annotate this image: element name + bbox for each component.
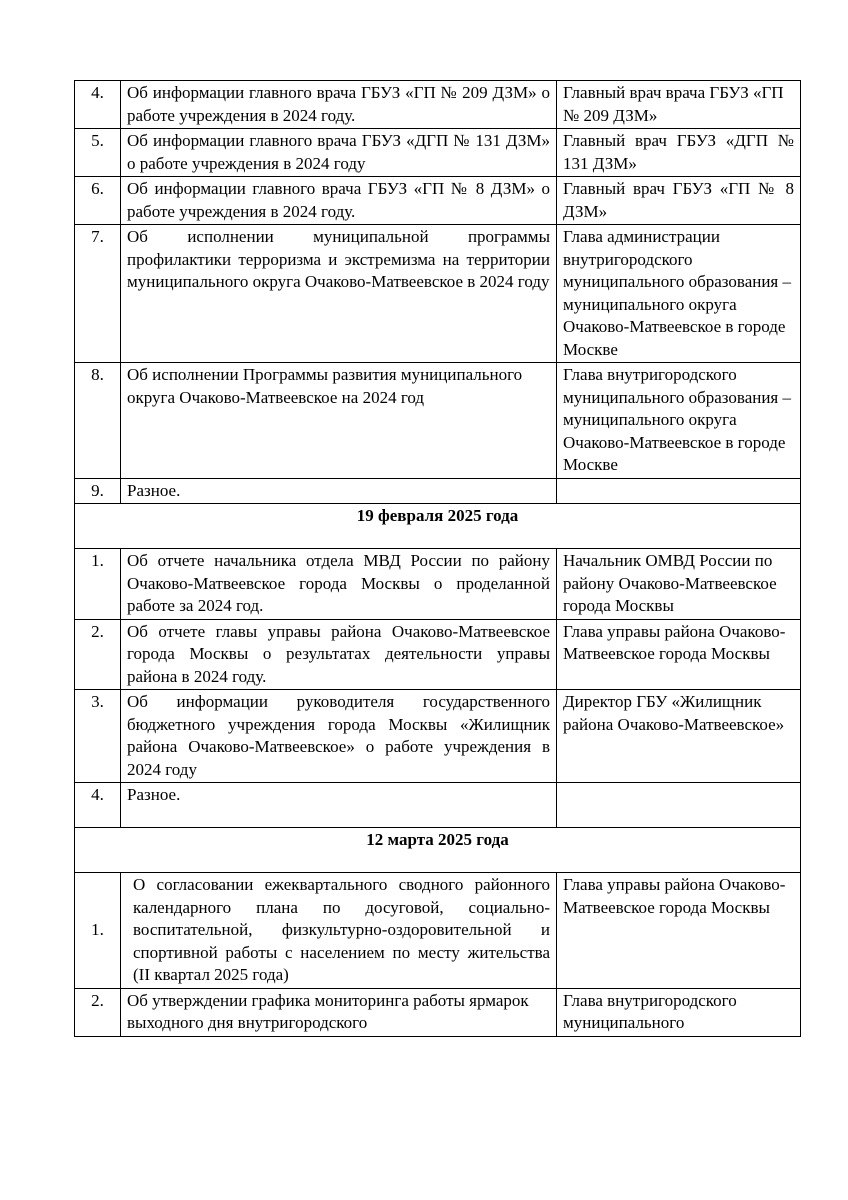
row-number: 4. [75, 783, 121, 828]
table-row [75, 129, 801, 177]
table-row [75, 363, 801, 479]
row-topic: Об исполнении муниципальной программы профилактики терроризма и экстремизма на территории муниципального округа Очаково-Матвеевское в 2024 году [121, 225, 557, 363]
row-number: 9. [75, 478, 121, 504]
row-topic: Об утверждении графика мониторинга работы ярмарок выходного дня внутригородского [121, 988, 557, 1036]
row-topic: Об исполнении Программы развития муниципального округа Очаково-Матвеевское на 2024 год [121, 363, 557, 479]
table-row [75, 549, 801, 620]
row-responsible: Главный врач ГБУЗ «ДГП № 131 ДЗМ» [557, 129, 801, 177]
table-row [75, 225, 801, 363]
row-responsible: Главный врач врача ГБУЗ «ГП № 209 ДЗМ» [557, 81, 801, 129]
row-topic: Об информации главного врача ГБУЗ «ГП № 209 ДЗМ» о работе учреждения в 2024 году. [121, 81, 557, 129]
row-topic: Об отчете начальника отдела МВД России по району Очаково-Матвеевское города Москвы о проделанной работе за 2024 год. [121, 549, 557, 620]
row-responsible: Главный врач ГБУЗ «ГП № 8 ДЗМ» [557, 177, 801, 225]
row-responsible: Глава внутригородского муниципального образования – муниципального округа Очаково-Матвеевское в городе Москве [557, 363, 801, 479]
table-row [75, 81, 801, 129]
date-row [75, 504, 801, 549]
table-row [75, 690, 801, 783]
row-topic: Об отчете главы управы района Очаково-Матвеевское города Москвы о результатах деятельности управы района в 2024 году. [121, 619, 557, 690]
row-number: 3. [75, 690, 121, 783]
row-topic: Об информации главного врача ГБУЗ «ГП № 8 ДЗМ» о работе учреждения в 2024 году. [121, 177, 557, 225]
table-row [75, 988, 801, 1036]
section-date: 19 февраля 2025 года [75, 504, 801, 549]
row-topic: Об информации руководителя государственного бюджетного учреждения города Москвы «Жилищник района Очаково-Матвеевское» о работе учреждения в 2024 году [121, 690, 557, 783]
row-number: 2. [75, 988, 121, 1036]
row-topic: Разное. [121, 783, 557, 828]
row-number: 1. [75, 549, 121, 620]
row-number: 4. [75, 81, 121, 129]
row-topic: О согласовании ежеквартального сводного районного календарного плана по досуговой, социально-воспитательной, физкультурно-оздоровительной и спортивной работы с населением по месту жительства (II квартал 2025 года) [121, 873, 557, 989]
row-number: 1. [75, 873, 121, 989]
row-number: 7. [75, 225, 121, 363]
agenda-table [74, 80, 801, 1037]
table-row [75, 873, 801, 989]
row-number: 8. [75, 363, 121, 479]
row-responsible [557, 783, 801, 828]
row-responsible: Глава администрации внутригородского муниципального образования – муниципального округа Очаково-Матвеевское в городе Москве [557, 225, 801, 363]
table-row [75, 619, 801, 690]
date-row [75, 828, 801, 873]
table-row [75, 177, 801, 225]
table-row [75, 783, 801, 828]
row-responsible: Глава управы района Очаково-Матвеевское города Москвы [557, 619, 801, 690]
row-number: 5. [75, 129, 121, 177]
row-topic: Об информации главного врача ГБУЗ «ДГП № 131 ДЗМ» о работе учреждения в 2024 году [121, 129, 557, 177]
row-number: 2. [75, 619, 121, 690]
table-row [75, 478, 801, 504]
row-responsible [557, 478, 801, 504]
row-responsible: Начальник ОМВД России по району Очаково-Матвеевское города Москвы [557, 549, 801, 620]
row-responsible: Глава внутригородского муниципального [557, 988, 801, 1036]
section-date: 12 марта 2025 года [75, 828, 801, 873]
row-number: 6. [75, 177, 121, 225]
row-responsible: Глава управы района Очаково-Матвеевское города Москвы [557, 873, 801, 989]
row-responsible: Директор ГБУ «Жилищник района Очаково-Матвеевское» [557, 690, 801, 783]
row-topic: Разное. [121, 478, 557, 504]
